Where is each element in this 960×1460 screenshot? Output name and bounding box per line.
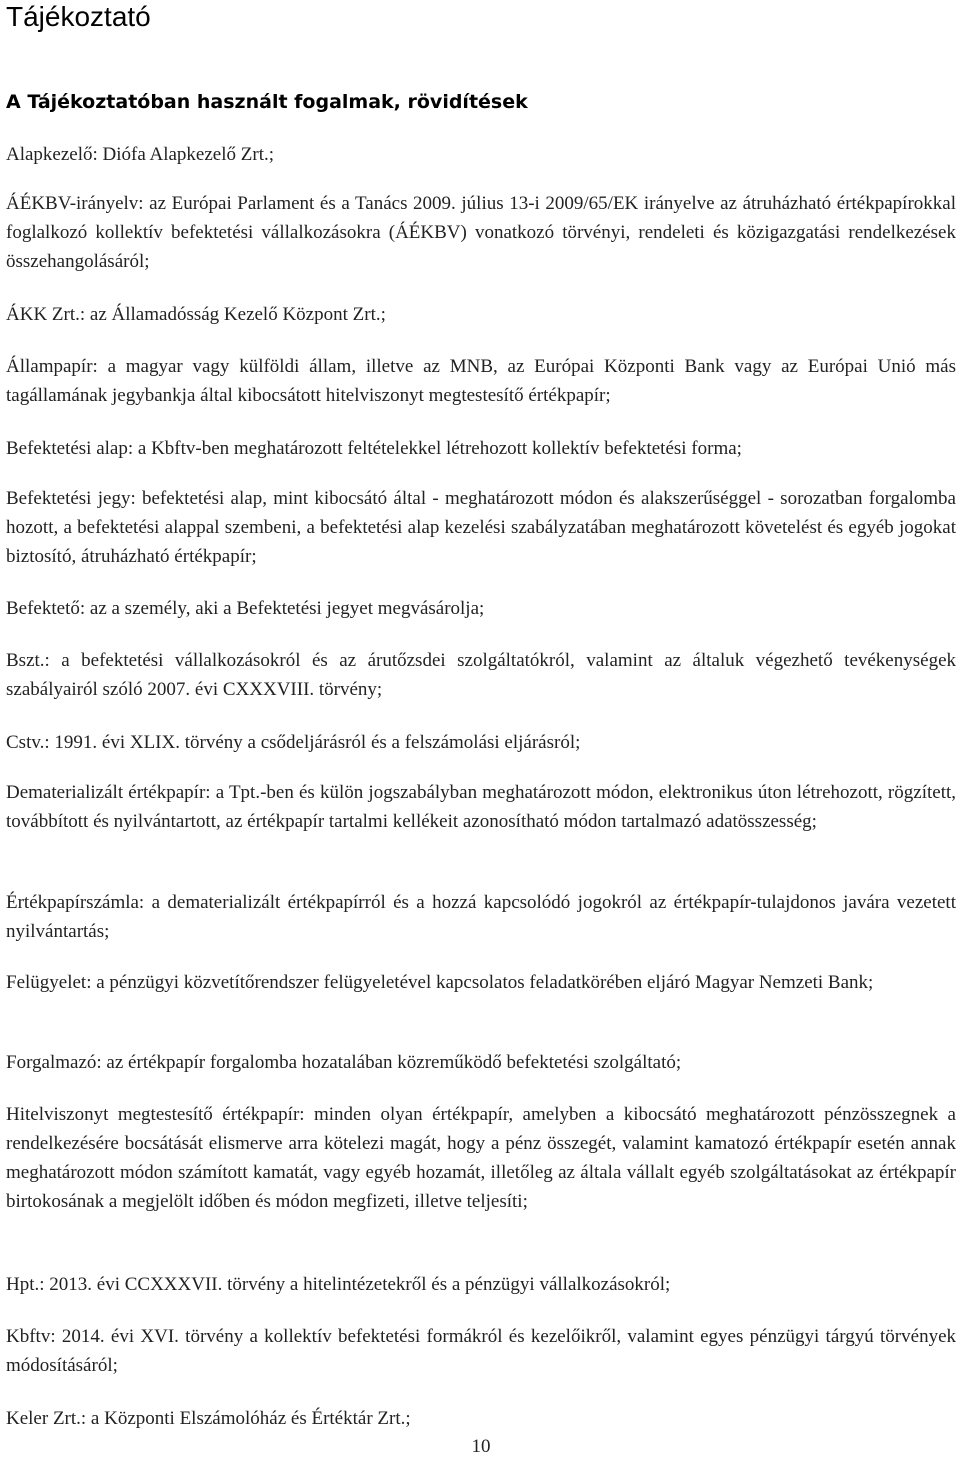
document-title: Tájékoztató	[6, 1, 151, 32]
definition-entry-aekbv-iranyelv: ÁÉKBV-irányelv: az Európai Parlament és a Tanács 2009. július 13-i 2009/65/EK irányelve az átruházható értékpapírokkal foglalkozó kollektív befektetési vállalkozásokra (ÁÉKBV) vonatkozó törvényi, rendeleti és közigazgatási rendelkezések összehangolásáról;	[6, 193, 956, 272]
definition-entry-dematerializalt-ertekpapir: Dematerializált értékpapír: a Tpt.-ben és külön jogszabályban meghatározott módon, elektronikus úton létrehozott, rögzített, továbbított és nyilvántartott, az értékpapír tartalmi kellékeit azonosítható módon tartalmazó adatösszesség;	[6, 782, 956, 832]
definition-entry-befektetesi-alap: Befektetési alap: a Kbftv-ben meghatározott feltételekkel létrehozott kollektív befektetési forma;	[6, 438, 742, 459]
definition-entry-befektetesi-jegy: Befektetési jegy: befektetési alap, mint kibocsátó által - meghatározott módon és alakszerűséggel - sorozatban forgalomba hozott, a befektetési alappal szembeni, a befektetési alap kezelési szabályzatában meghatározott követelést és egyéb jogokat biztosító, átruházható értékpapír;	[6, 488, 956, 567]
definition-entry-kbftv: Kbftv: 2014. évi XVI. törvény a kollektív befektetési formákról és kezelőikről, valamint egyes pénzügyi tárgyú törvények módosításáról;	[6, 1326, 956, 1376]
definition-entry-hitelviszonyt-megtestesito-ertekpapir: Hitelviszonyt megtestesítő értékpapír: minden olyan értékpapír, amelyben a kibocsátó meghatározott pénzösszegnek a rendelkezésére bocsátását elismerve arra kötelezi magát, hogy a pénz összegét, valamint kamatozó értékpapír esetén annak meghatározott módon számított kamatát, vagy egyéb hozamát, illetőleg az általa vállalt egyéb szolgáltatásokat az értékpapír birtokosának a megjelölt időben és módon megfizeti, illetve teljesíti;	[6, 1104, 956, 1212]
definition-entry-felugyelet: Felügyelet: a pénzügyi közvetítőrendszer felügyeletével kapcsolatos feladatkörében eljáró Magyar Nemzeti Bank;	[6, 972, 874, 993]
definition-entry-allampapir: Állampapír: a magyar vagy külföldi állam, illetve az MNB, az Európai Központi Bank vagy az Európai Unió más tagállamának jegybankja által kibocsátott hitelviszonyt megtestesítő értékpapír;	[6, 356, 956, 406]
definition-entry-ertekpapirszamla: Értékpapírszámla: a dematerializált értékpapírról és a hozzá kapcsolódó jogokról az értékpapír-tulajdonos javára vezetett nyilvántartás;	[6, 892, 956, 942]
definition-entry-forgalmazo: Forgalmazó: az értékpapír forgalomba hozatalában közreműködő befektetési szolgáltató;	[6, 1052, 682, 1073]
definition-entry-bszt: Bszt.: a befektetési vállalkozásokról és az árutőzsdei szolgáltatókról, valamint az általuk végezhető tevékenységek szabályairól szóló 2007. évi CXXXVIII. törvény;	[6, 650, 956, 700]
definition-entry-befekteto: Befektető: az a személy, aki a Befektetési jegyet megvásárolja;	[6, 598, 485, 619]
definition-entry-akk: ÁKK Zrt.: az Államadósság Kezelő Központ Zrt.;	[6, 304, 386, 325]
page-number: 10	[471, 1436, 491, 1457]
definition-entry-hpt: Hpt.: 2013. évi CCXXXVII. törvény a hitelintézetekről és a pénzügyi vállalkozásokról;	[6, 1274, 671, 1295]
section-heading: A Tájékoztatóban használt fogalmak, rövidítések	[6, 91, 528, 113]
document-page	[6, 0, 956, 1460]
definition-entry-cstv: Cstv.: 1991. évi XLIX. törvény a csődeljárásról és a felszámolási eljárásról;	[6, 732, 581, 753]
definition-entry-keler: Keler Zrt.: a Központi Elszámolóház és Értéktár Zrt.;	[6, 1408, 411, 1429]
definition-entry-alapkezelo: Alapkezelő: Diófa Alapkezelő Zrt.;	[6, 144, 275, 165]
